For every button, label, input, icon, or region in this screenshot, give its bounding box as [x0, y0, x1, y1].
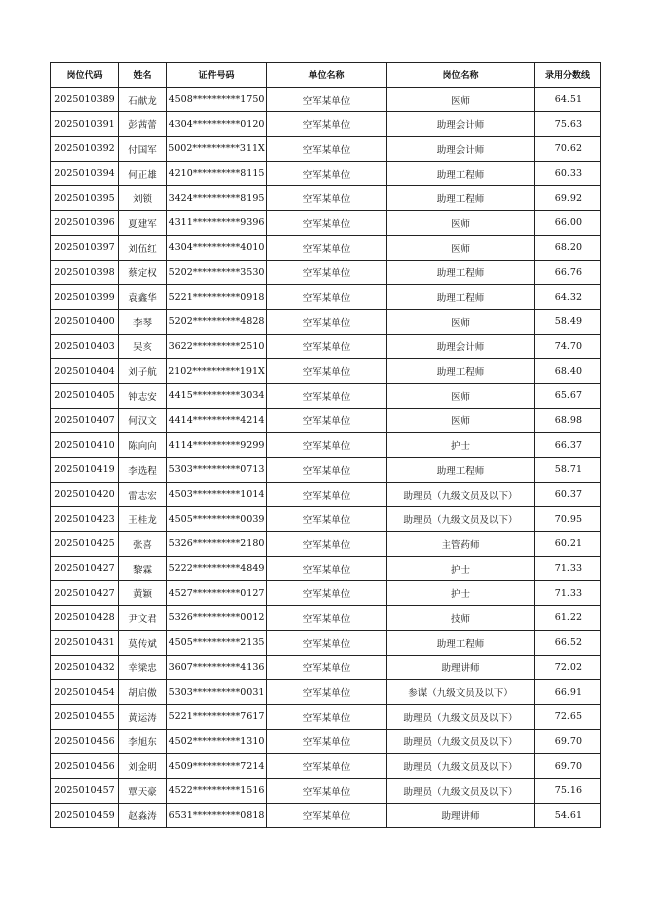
id-number-cell: 5326**********0012 — [167, 606, 267, 631]
id-number-cell: 3607**********4136 — [167, 655, 267, 680]
name-cell: 赵淼涛 — [119, 803, 167, 828]
table-row — [51, 211, 601, 236]
name-cell: 彭茜蕾 — [119, 112, 167, 137]
score-cell: 66.76 — [535, 260, 601, 285]
table-row — [51, 532, 601, 557]
post-code-cell: 2025010399 — [51, 285, 119, 310]
table-row — [51, 754, 601, 779]
header-unit-name: 单位名称 — [267, 63, 387, 88]
post-code-cell: 2025010420 — [51, 482, 119, 507]
unit-name-cell: 空军某单位 — [267, 161, 387, 186]
score-cell: 60.37 — [535, 482, 601, 507]
unit-name-cell: 空军某单位 — [267, 680, 387, 705]
post-code-cell: 2025010397 — [51, 235, 119, 260]
post-code-cell: 2025010398 — [51, 260, 119, 285]
unit-name-cell: 空军某单位 — [267, 458, 387, 483]
admission-table — [50, 62, 601, 828]
post-name-cell: 医师 — [387, 235, 535, 260]
score-cell: 69.70 — [535, 754, 601, 779]
unit-name-cell: 空军某单位 — [267, 729, 387, 754]
id-number-cell: 3622**********2510 — [167, 334, 267, 359]
post-code-cell: 2025010400 — [51, 309, 119, 334]
post-name-cell: 助理会计师 — [387, 112, 535, 137]
post-name-cell: 助理工程师 — [387, 458, 535, 483]
score-cell: 58.49 — [535, 309, 601, 334]
score-cell: 66.52 — [535, 630, 601, 655]
name-cell: 黄颖 — [119, 581, 167, 606]
header-post-code: 岗位代码 — [51, 63, 119, 88]
post-name-cell: 助理工程师 — [387, 285, 535, 310]
name-cell: 陈向向 — [119, 433, 167, 458]
unit-name-cell: 空军某单位 — [267, 235, 387, 260]
unit-name-cell: 空军某单位 — [267, 260, 387, 285]
id-number-cell: 4505**********2135 — [167, 630, 267, 655]
unit-name-cell: 空军某单位 — [267, 383, 387, 408]
header-score-line: 录用分数线 — [535, 63, 601, 88]
id-number-cell: 5202**********3530 — [167, 260, 267, 285]
id-number-cell: 4509**********7214 — [167, 754, 267, 779]
table-row — [51, 112, 601, 137]
table-row — [51, 704, 601, 729]
score-cell: 71.33 — [535, 581, 601, 606]
post-name-cell: 护士 — [387, 433, 535, 458]
score-cell: 72.02 — [535, 655, 601, 680]
post-name-cell: 助理工程师 — [387, 161, 535, 186]
id-number-cell: 4311**********9396 — [167, 211, 267, 236]
table-row — [51, 161, 601, 186]
unit-name-cell: 空军某单位 — [267, 186, 387, 211]
name-cell: 刘金明 — [119, 754, 167, 779]
unit-name-cell: 空军某单位 — [267, 334, 387, 359]
unit-name-cell: 空军某单位 — [267, 704, 387, 729]
table-row — [51, 556, 601, 581]
score-cell: 64.32 — [535, 285, 601, 310]
post-name-cell: 助理工程师 — [387, 359, 535, 384]
post-name-cell: 护士 — [387, 581, 535, 606]
table-row — [51, 482, 601, 507]
header-name: 姓名 — [119, 63, 167, 88]
id-number-cell: 4304**********0120 — [167, 112, 267, 137]
table-row — [51, 186, 601, 211]
score-cell: 68.98 — [535, 408, 601, 433]
unit-name-cell: 空军某单位 — [267, 433, 387, 458]
post-code-cell: 2025010392 — [51, 137, 119, 162]
post-code-cell: 2025010389 — [51, 87, 119, 112]
post-name-cell: 助理工程师 — [387, 260, 535, 285]
table-row — [51, 408, 601, 433]
table-row — [51, 87, 601, 112]
name-cell: 张喜 — [119, 532, 167, 557]
unit-name-cell: 空军某单位 — [267, 778, 387, 803]
id-number-cell: 5221**********0918 — [167, 285, 267, 310]
table-row — [51, 606, 601, 631]
table-row — [51, 507, 601, 532]
id-number-cell: 4503**********1014 — [167, 482, 267, 507]
post-name-cell: 助理会计师 — [387, 137, 535, 162]
table-row — [51, 581, 601, 606]
id-number-cell: 6531**********0818 — [167, 803, 267, 828]
post-code-cell: 2025010419 — [51, 458, 119, 483]
name-cell: 李选程 — [119, 458, 167, 483]
name-cell: 雷志宏 — [119, 482, 167, 507]
table-row — [51, 458, 601, 483]
post-name-cell: 技师 — [387, 606, 535, 631]
table-row — [51, 260, 601, 285]
unit-name-cell: 空军某单位 — [267, 754, 387, 779]
name-cell: 尹文君 — [119, 606, 167, 631]
post-name-cell: 助理员（九级文员及以下） — [387, 754, 535, 779]
post-name-cell: 助理讲师 — [387, 655, 535, 680]
id-number-cell: 4210**********8115 — [167, 161, 267, 186]
name-cell: 李琴 — [119, 309, 167, 334]
name-cell: 幸梁忠 — [119, 655, 167, 680]
score-cell: 68.20 — [535, 235, 601, 260]
score-cell: 66.37 — [535, 433, 601, 458]
id-number-cell: 4508**********1750 — [167, 87, 267, 112]
post-code-cell: 2025010428 — [51, 606, 119, 631]
name-cell: 付国军 — [119, 137, 167, 162]
name-cell: 王桂龙 — [119, 507, 167, 532]
post-name-cell: 助理员（九级文员及以下） — [387, 729, 535, 754]
name-cell: 何正雄 — [119, 161, 167, 186]
name-cell: 蔡定权 — [119, 260, 167, 285]
unit-name-cell: 空军某单位 — [267, 211, 387, 236]
name-cell: 刘伍红 — [119, 235, 167, 260]
unit-name-cell: 空军某单位 — [267, 803, 387, 828]
score-cell: 71.33 — [535, 556, 601, 581]
score-cell: 75.63 — [535, 112, 601, 137]
post-name-cell: 助理工程师 — [387, 186, 535, 211]
header-id-number: 证件号码 — [167, 63, 267, 88]
unit-name-cell: 空军某单位 — [267, 507, 387, 532]
name-cell: 李旭东 — [119, 729, 167, 754]
table-row — [51, 630, 601, 655]
table-row — [51, 235, 601, 260]
name-cell: 刘子航 — [119, 359, 167, 384]
table-row — [51, 334, 601, 359]
post-code-cell: 2025010395 — [51, 186, 119, 211]
post-name-cell: 医师 — [387, 383, 535, 408]
score-cell: 58.71 — [535, 458, 601, 483]
unit-name-cell: 空军某单位 — [267, 87, 387, 112]
post-name-cell: 医师 — [387, 309, 535, 334]
post-name-cell: 助理讲师 — [387, 803, 535, 828]
id-number-cell: 5303**********0031 — [167, 680, 267, 705]
name-cell: 钟志安 — [119, 383, 167, 408]
table-row — [51, 803, 601, 828]
score-cell: 72.65 — [535, 704, 601, 729]
table-row — [51, 729, 601, 754]
id-number-cell: 5202**********4828 — [167, 309, 267, 334]
post-code-cell: 2025010403 — [51, 334, 119, 359]
name-cell: 夏建军 — [119, 211, 167, 236]
name-cell: 黄运涛 — [119, 704, 167, 729]
post-code-cell: 2025010432 — [51, 655, 119, 680]
post-code-cell: 2025010396 — [51, 211, 119, 236]
post-name-cell: 助理员（九级文员及以下） — [387, 704, 535, 729]
unit-name-cell: 空军某单位 — [267, 606, 387, 631]
post-name-cell: 参谋（九级文员及以下） — [387, 680, 535, 705]
post-name-cell: 医师 — [387, 87, 535, 112]
unit-name-cell: 空军某单位 — [267, 655, 387, 680]
post-name-cell: 护士 — [387, 556, 535, 581]
post-name-cell: 助理员（九级文员及以下） — [387, 778, 535, 803]
post-code-cell: 2025010427 — [51, 556, 119, 581]
score-cell: 69.92 — [535, 186, 601, 211]
name-cell: 何汉文 — [119, 408, 167, 433]
post-code-cell: 2025010394 — [51, 161, 119, 186]
post-code-cell: 2025010410 — [51, 433, 119, 458]
unit-name-cell: 空军某单位 — [267, 408, 387, 433]
header-row — [51, 63, 601, 88]
table-row — [51, 285, 601, 310]
unit-name-cell: 空军某单位 — [267, 285, 387, 310]
post-name-cell: 助理会计师 — [387, 334, 535, 359]
score-cell: 74.70 — [535, 334, 601, 359]
unit-name-cell: 空军某单位 — [267, 112, 387, 137]
post-code-cell: 2025010391 — [51, 112, 119, 137]
table-row — [51, 383, 601, 408]
unit-name-cell: 空军某单位 — [267, 309, 387, 334]
post-code-cell: 2025010404 — [51, 359, 119, 384]
post-code-cell: 2025010454 — [51, 680, 119, 705]
score-cell: 70.62 — [535, 137, 601, 162]
post-name-cell: 助理员（九级文员及以下） — [387, 507, 535, 532]
unit-name-cell: 空军某单位 — [267, 359, 387, 384]
id-number-cell: 5303**********0713 — [167, 458, 267, 483]
id-number-cell: 4522**********1516 — [167, 778, 267, 803]
post-name-cell: 医师 — [387, 211, 535, 236]
id-number-cell: 5002**********311X — [167, 137, 267, 162]
score-cell: 64.51 — [535, 87, 601, 112]
post-code-cell: 2025010459 — [51, 803, 119, 828]
post-name-cell: 助理工程师 — [387, 630, 535, 655]
post-code-cell: 2025010407 — [51, 408, 119, 433]
unit-name-cell: 空军某单位 — [267, 482, 387, 507]
score-cell: 69.70 — [535, 729, 601, 754]
score-cell: 70.95 — [535, 507, 601, 532]
id-number-cell: 5222**********4849 — [167, 556, 267, 581]
post-code-cell: 2025010431 — [51, 630, 119, 655]
post-code-cell: 2025010456 — [51, 729, 119, 754]
post-code-cell: 2025010405 — [51, 383, 119, 408]
id-number-cell: 2102**********191X — [167, 359, 267, 384]
header-post-name: 岗位名称 — [387, 63, 535, 88]
post-code-cell: 2025010427 — [51, 581, 119, 606]
score-cell: 75.16 — [535, 778, 601, 803]
score-cell: 61.22 — [535, 606, 601, 631]
id-number-cell: 4527**********0127 — [167, 581, 267, 606]
name-cell: 覃天豪 — [119, 778, 167, 803]
table-row — [51, 778, 601, 803]
post-name-cell: 助理员（九级文员及以下） — [387, 482, 535, 507]
id-number-cell: 5326**********2180 — [167, 532, 267, 557]
name-cell: 石献龙 — [119, 87, 167, 112]
id-number-cell: 3424**********8195 — [167, 186, 267, 211]
post-code-cell: 2025010455 — [51, 704, 119, 729]
unit-name-cell: 空军某单位 — [267, 137, 387, 162]
unit-name-cell: 空军某单位 — [267, 556, 387, 581]
post-code-cell: 2025010423 — [51, 507, 119, 532]
name-cell: 黎霖 — [119, 556, 167, 581]
post-code-cell: 2025010456 — [51, 754, 119, 779]
score-cell: 54.61 — [535, 803, 601, 828]
id-number-cell: 4114**********9299 — [167, 433, 267, 458]
score-cell: 66.91 — [535, 680, 601, 705]
id-number-cell: 4505**********0039 — [167, 507, 267, 532]
unit-name-cell: 空军某单位 — [267, 581, 387, 606]
table-row — [51, 655, 601, 680]
id-number-cell: 4415**********3034 — [167, 383, 267, 408]
id-number-cell: 5221**********7617 — [167, 704, 267, 729]
table-row — [51, 433, 601, 458]
score-cell: 66.00 — [535, 211, 601, 236]
id-number-cell: 4414**********4214 — [167, 408, 267, 433]
unit-name-cell: 空军某单位 — [267, 532, 387, 557]
id-number-cell: 4502**********1310 — [167, 729, 267, 754]
name-cell: 莫传斌 — [119, 630, 167, 655]
post-name-cell: 医师 — [387, 408, 535, 433]
score-cell: 60.33 — [535, 161, 601, 186]
table-row — [51, 359, 601, 384]
name-cell: 刘锁 — [119, 186, 167, 211]
name-cell: 袁鑫华 — [119, 285, 167, 310]
score-cell: 65.67 — [535, 383, 601, 408]
name-cell: 吴亥 — [119, 334, 167, 359]
table-row — [51, 309, 601, 334]
score-cell: 68.40 — [535, 359, 601, 384]
table-row — [51, 680, 601, 705]
post-code-cell: 2025010425 — [51, 532, 119, 557]
post-code-cell: 2025010457 — [51, 778, 119, 803]
score-cell: 60.21 — [535, 532, 601, 557]
post-name-cell: 主管药师 — [387, 532, 535, 557]
table-row — [51, 137, 601, 162]
id-number-cell: 4304**********4010 — [167, 235, 267, 260]
unit-name-cell: 空军某单位 — [267, 630, 387, 655]
name-cell: 胡启傲 — [119, 680, 167, 705]
